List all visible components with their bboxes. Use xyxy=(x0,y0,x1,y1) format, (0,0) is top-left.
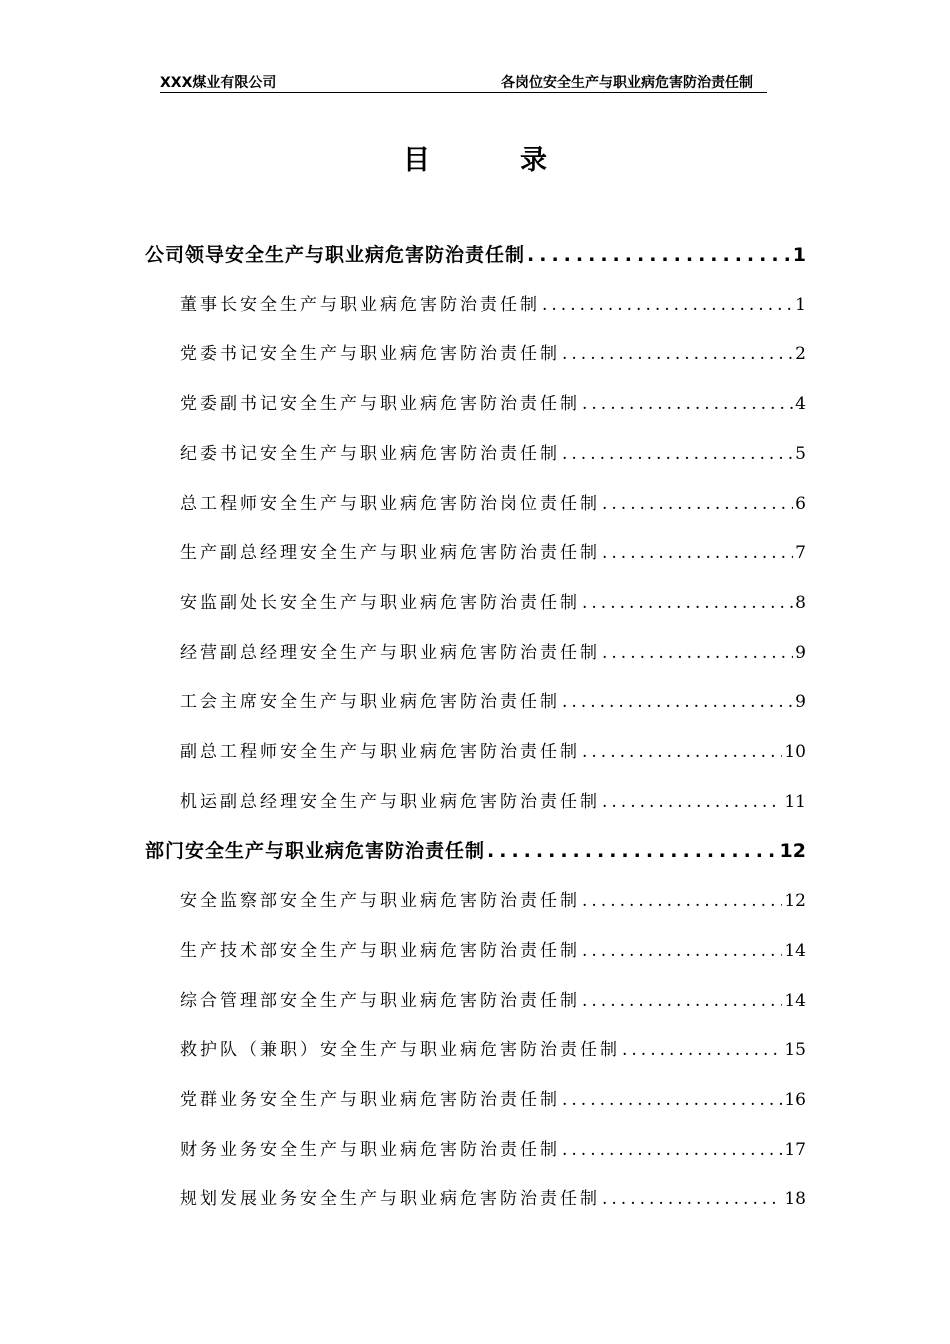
toc-leader-dots xyxy=(602,643,793,663)
toc-page-number: 6 xyxy=(795,494,806,514)
toc-leader-dots xyxy=(582,891,782,911)
toc-page-number: 5 xyxy=(795,444,806,464)
toc-entry-label: 救护队（兼职）安全生产与职业病危害防治责任制 xyxy=(180,1040,620,1060)
toc-entry-label: 经营副总经理安全生产与职业病危害防治责任制 xyxy=(180,643,600,663)
toc-section-entry[interactable] xyxy=(145,836,806,863)
toc-entry[interactable] xyxy=(180,339,806,364)
toc-entry[interactable] xyxy=(180,389,806,414)
toc-entry-label: 综合管理部安全生产与职业病危害防治责任制 xyxy=(180,991,580,1011)
toc-leader-dots xyxy=(487,840,778,862)
toc-entry-label: 生产副总经理安全生产与职业病危害防治责任制 xyxy=(180,543,600,563)
toc-entry-label: 部门安全生产与职业病危害防治责任制 xyxy=(145,840,486,862)
toc-page-number: 4 xyxy=(795,394,806,414)
toc-page-number: 12 xyxy=(779,840,806,862)
toc-page-number: 9 xyxy=(795,692,806,712)
toc-entry[interactable] xyxy=(180,886,806,911)
toc-leader-dots xyxy=(527,244,791,266)
toc-entry-label: 副总工程师安全生产与职业病危害防治责任制 xyxy=(180,742,580,762)
toc-leader-dots xyxy=(542,295,793,315)
toc-entry-label: 安监副处长安全生产与职业病危害防治责任制 xyxy=(180,593,580,613)
toc-page-number: 12 xyxy=(784,891,806,911)
toc-entry[interactable] xyxy=(180,290,806,315)
toc-leader-dots xyxy=(582,991,782,1011)
toc-entry-label: 董事长安全生产与职业病危害防治责任制 xyxy=(180,295,540,315)
page-header xyxy=(160,72,767,93)
toc-entry-label: 规划发展业务安全生产与职业病危害防治责任制 xyxy=(180,1189,600,1209)
toc-entry[interactable] xyxy=(180,1085,806,1110)
toc-entry[interactable] xyxy=(180,787,806,812)
toc-page-number: 11 xyxy=(784,792,806,812)
toc-page-number: 14 xyxy=(784,941,806,961)
toc-entry[interactable] xyxy=(180,489,806,514)
toc-entry[interactable] xyxy=(180,588,806,613)
toc-entry-label: 生产技术部安全生产与职业病危害防治责任制 xyxy=(180,941,580,961)
toc-title: 目录 xyxy=(403,145,637,176)
toc-entry[interactable] xyxy=(180,439,806,464)
toc-page-number: 15 xyxy=(784,1040,806,1060)
toc-entry[interactable] xyxy=(180,687,806,712)
toc-entry[interactable] xyxy=(180,1184,806,1209)
toc-page-number: 18 xyxy=(784,1189,806,1209)
toc-leader-dots xyxy=(562,1090,782,1110)
header-document-title: 各岗位安全生产与职业病危害防治责任制 xyxy=(501,75,753,91)
toc-entry-label: 机运副总经理安全生产与职业病危害防治责任制 xyxy=(180,792,600,812)
toc-leader-dots xyxy=(562,344,793,364)
toc-leader-dots xyxy=(562,1140,782,1160)
header-company: XXX煤业有限公司 xyxy=(160,75,277,91)
toc-leader-dots xyxy=(562,692,793,712)
toc-entry[interactable] xyxy=(180,638,806,663)
toc-entry-label: 党群业务安全生产与职业病危害防治责任制 xyxy=(180,1090,560,1110)
toc-entry-label: 财务业务安全生产与职业病危害防治责任制 xyxy=(180,1140,560,1160)
toc-page-number: 1 xyxy=(792,244,806,266)
toc-leader-dots xyxy=(582,742,782,762)
toc-entry-label: 工会主席安全生产与职业病危害防治责任制 xyxy=(180,692,560,712)
toc-leader-dots xyxy=(602,792,782,812)
toc-leader-dots xyxy=(582,394,793,414)
toc-leader-dots xyxy=(622,1040,782,1060)
toc-page-number: 1 xyxy=(795,295,806,315)
toc-entry-label: 党委书记安全生产与职业病危害防治责任制 xyxy=(180,344,560,364)
toc-leader-dots xyxy=(582,941,782,961)
toc-page-number: 2 xyxy=(795,344,806,364)
toc-entry-label: 公司领导安全生产与职业病危害防治责任制 xyxy=(145,244,526,266)
toc-entry[interactable] xyxy=(180,986,806,1011)
toc-entry[interactable] xyxy=(180,1035,806,1060)
toc-leader-dots xyxy=(562,444,793,464)
toc-page-number: 9 xyxy=(795,643,806,663)
toc-leader-dots xyxy=(602,1189,782,1209)
toc-entry-label: 安全监察部安全生产与职业病危害防治责任制 xyxy=(180,891,580,911)
toc-entry[interactable] xyxy=(180,936,806,961)
toc-page-number: 14 xyxy=(784,991,806,1011)
toc-entry-label: 纪委书记安全生产与职业病危害防治责任制 xyxy=(180,444,560,464)
toc-entry-label: 党委副书记安全生产与职业病危害防治责任制 xyxy=(180,394,580,414)
toc-page-number: 17 xyxy=(784,1140,806,1160)
toc-page-number: 10 xyxy=(784,742,806,762)
toc-leader-dots xyxy=(582,593,793,613)
toc-entry-label: 总工程师安全生产与职业病危害防治岗位责任制 xyxy=(180,494,600,514)
toc-entry[interactable] xyxy=(180,538,806,563)
toc-leader-dots xyxy=(602,543,793,563)
toc-leader-dots xyxy=(602,494,793,514)
toc-page-number: 16 xyxy=(784,1090,806,1110)
toc-entry[interactable] xyxy=(180,1135,806,1160)
toc-page-number: 7 xyxy=(795,543,806,563)
toc-section-entry[interactable] xyxy=(145,240,806,267)
toc-page-number: 8 xyxy=(795,593,806,613)
toc-entry[interactable] xyxy=(180,737,806,762)
